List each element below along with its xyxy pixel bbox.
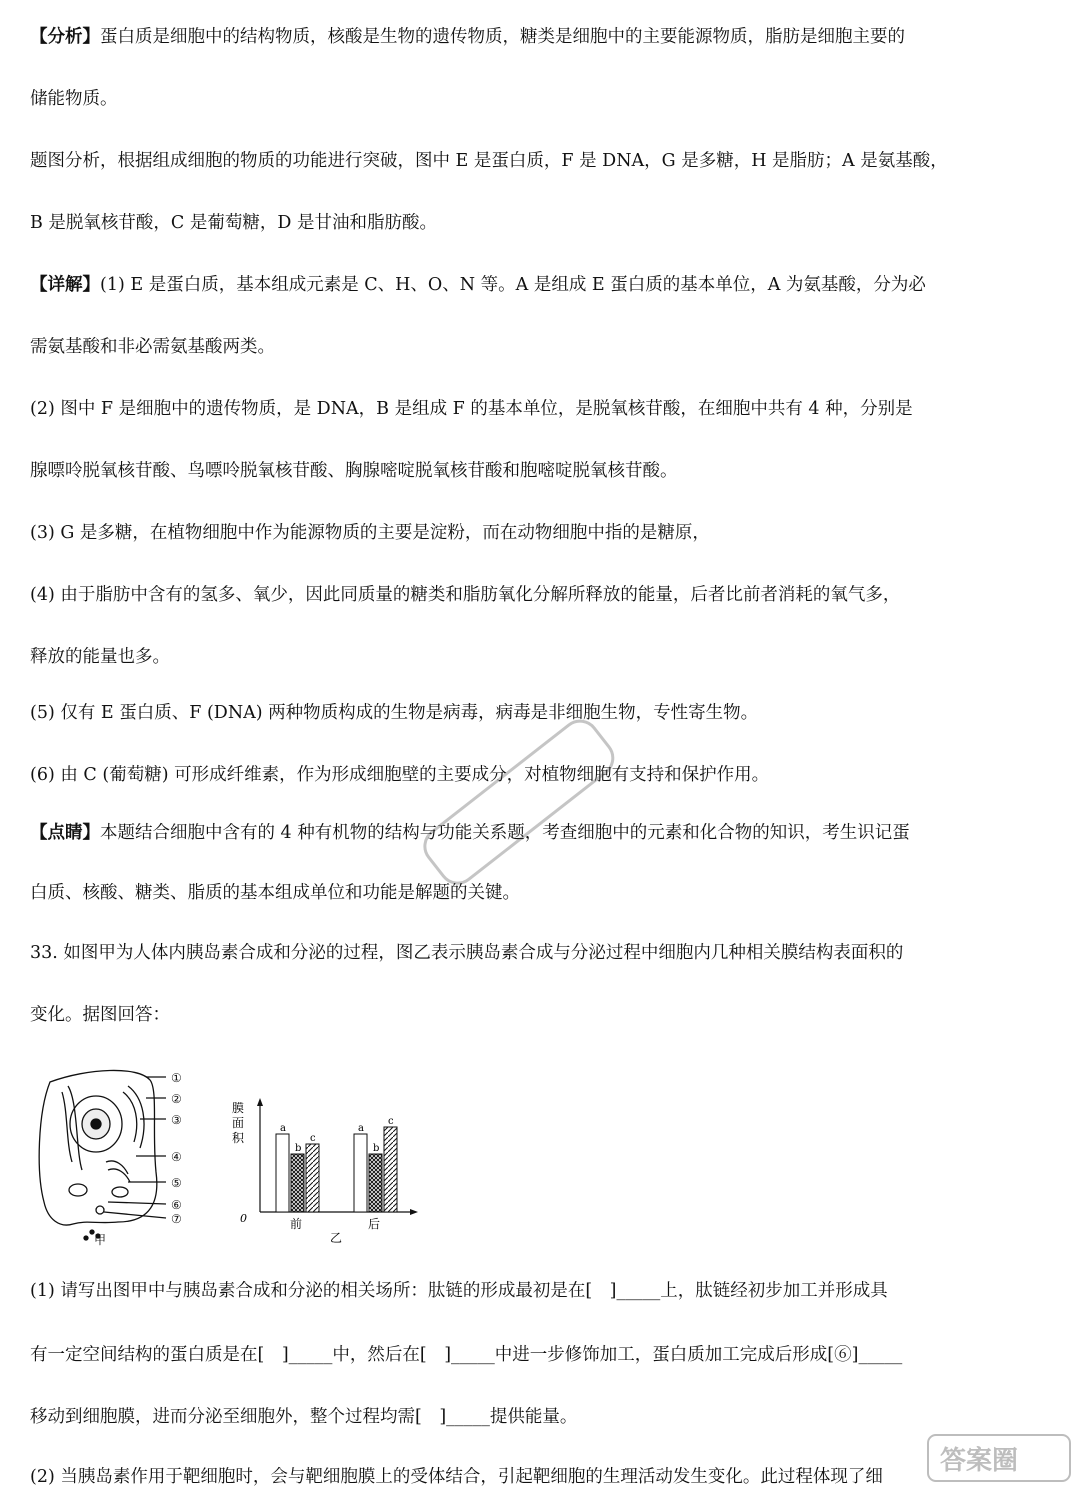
line-text: 变化。据图回答：: [30, 1005, 170, 1025]
text-line: [30, 700, 1056, 726]
text-line: [30, 762, 1056, 788]
chart-ylabel-char: 积: [232, 1131, 245, 1145]
line-text: 白质、核酸、糖类、脂质的基本组成单位和功能是解题的关键。: [30, 883, 520, 903]
line-text: 蛋白质是细胞中的结构物质，核酸是生物的遗传物质，糖类是细胞中的主要能源物质，脂肪是细胞主要的: [100, 27, 905, 47]
question-line: 有一定空间结构的蛋白质是在[ ]_____中，然后在[ ]_____中进一步修饰加工，蛋白质加工完成后形成[⑥]_____: [30, 1345, 903, 1365]
line-text: 33. 如图甲为人体内胰岛素合成和分泌的过程，图乙表示胰岛素合成与分泌过程中细胞内几种相关膜结构表面积的: [30, 943, 904, 963]
text-line: [30, 1002, 1056, 1028]
text-line: [30, 458, 1056, 484]
text-line: [30, 210, 1056, 236]
line-text: 需氨基酸和非必需氨基酸两类。: [30, 337, 275, 357]
cell-label: ①: [171, 1071, 182, 1085]
y-axis-arrow: [257, 1098, 263, 1106]
line-text: (3) G 是多糖，在植物细胞中作为能源物质的主要是淀粉，而在动物细胞中指的是糖原，: [30, 523, 710, 543]
line-text: 储能物质。: [30, 89, 118, 109]
question-line: (2) 当胰岛素作用于靶细胞时，会与靶细胞膜上的受体结合，引起靶细胞的生理活动发生变化。此过程体现了细: [30, 1467, 883, 1487]
line-text: (6) 由 C (葡萄糖) 可形成纤维素，作为形成细胞壁的主要成分，对植物细胞有支持和保护作用。: [30, 765, 770, 785]
text-line: [30, 940, 1056, 966]
section-label: 【点睛】: [30, 823, 100, 843]
text-line: [30, 396, 1056, 422]
text-line: [30, 520, 1056, 546]
chart-origin: 0: [240, 1212, 247, 1225]
category-label: 后: [368, 1217, 381, 1231]
line-text: 本题结合细胞中含有的 4 种有机物的结构与功能关系题，考查细胞中的元素和化合物的知识，考生识记蛋: [100, 823, 910, 843]
bar-label: b: [373, 1143, 380, 1154]
cell-label: ④: [171, 1150, 182, 1164]
cell-label: ⑤: [171, 1176, 182, 1190]
bar-chart: [232, 1098, 418, 1245]
bar-label: a: [358, 1123, 364, 1134]
text-line: [30, 644, 1056, 670]
category-label: 前: [290, 1217, 303, 1231]
bar-b-0: [291, 1154, 304, 1212]
line-text: (4) 由于脂肪中含有的氢多、氧少，因此同质量的糖类和脂肪氧化分解所释放的能量，后者比前者消耗的氧气多，: [30, 585, 901, 605]
bar-label: a: [280, 1123, 286, 1134]
bar-label: c: [310, 1133, 316, 1144]
chart-ylabel-char: 膜: [232, 1101, 245, 1115]
text-line: [30, 334, 1056, 360]
bar-a-0: [276, 1134, 289, 1212]
cell-diagram: [39, 1070, 166, 1240]
figure: [28, 1062, 448, 1252]
figure-svg: [28, 1062, 448, 1252]
text-line: [30, 820, 1056, 846]
bar-b-1: [369, 1154, 382, 1212]
line-text: 释放的能量也多。: [30, 647, 170, 667]
cell-label: ③: [171, 1113, 182, 1127]
svg-text:答案圈: 答案圈: [940, 1446, 1019, 1476]
line-text: B 是脱氧核苷酸，C 是葡萄糖，D 是甘油和脂肪酸。: [30, 213, 437, 233]
cell-label: ②: [171, 1092, 182, 1106]
question-line: 移动到细胞膜，进而分泌至细胞外，整个过程均需[ ]_____提供能量。: [30, 1407, 578, 1427]
bar-c-0: [306, 1144, 319, 1212]
text-line: [30, 24, 1056, 50]
chart-caption: 乙: [330, 1231, 343, 1245]
line-text: 题图分析，根据组成细胞的物质的功能进行突破，图中 E 是蛋白质，F 是 DNA，G 是多糖，H 是脂肪；A 是氨基酸，: [30, 151, 948, 171]
chart-ylabel-char: 面: [232, 1116, 245, 1130]
site-logo: [924, 1425, 1074, 1495]
bar-a-1: [354, 1134, 367, 1212]
section-label: 【详解】: [30, 275, 100, 295]
text-line: [30, 582, 1056, 608]
cell-label: ⑥: [171, 1198, 182, 1212]
line-text: (1) E 是蛋白质，基本组成元素是 C、H、O、N 等。A 是组成 E 蛋白质的基本单位，A 为氨基酸，分为必: [100, 275, 926, 295]
bar-label: b: [295, 1143, 302, 1154]
line-text: (5) 仅有 E 蛋白质、F (DNA) 两种物质构成的生物是病毒，病毒是非细胞生物，专性寄生物。: [30, 703, 759, 723]
bar-label: c: [388, 1116, 394, 1127]
x-axis-arrow: [410, 1209, 418, 1215]
question-line: (1) 请写出图甲中与胰岛素合成和分泌的相关场所：肽链的形成最初是在[ ]_____上，肽链经初步加工并形成具: [30, 1281, 888, 1301]
cell-caption: 甲: [94, 1233, 107, 1247]
text-line: [30, 880, 1056, 906]
section-label: 【分析】: [30, 27, 100, 47]
chart-ylabel: [232, 1101, 245, 1145]
bar-c-1: [384, 1127, 397, 1212]
text-line: [30, 148, 1056, 174]
text-line: [30, 272, 1056, 298]
text-line: [30, 86, 1056, 112]
line-text: 腺嘌呤脱氧核苷酸、鸟嘌呤脱氧核苷酸、胸腺嘧啶脱氧核苷酸和胞嘧啶脱氧核苷酸。: [30, 461, 678, 481]
line-text: (2) 图中 F 是细胞中的遗传物质，是 DNA，B 是组成 F 的基本单位，是脱氧核苷酸，在细胞中共有 4 种，分别是: [30, 399, 913, 419]
cell-label: ⑦: [171, 1212, 182, 1226]
